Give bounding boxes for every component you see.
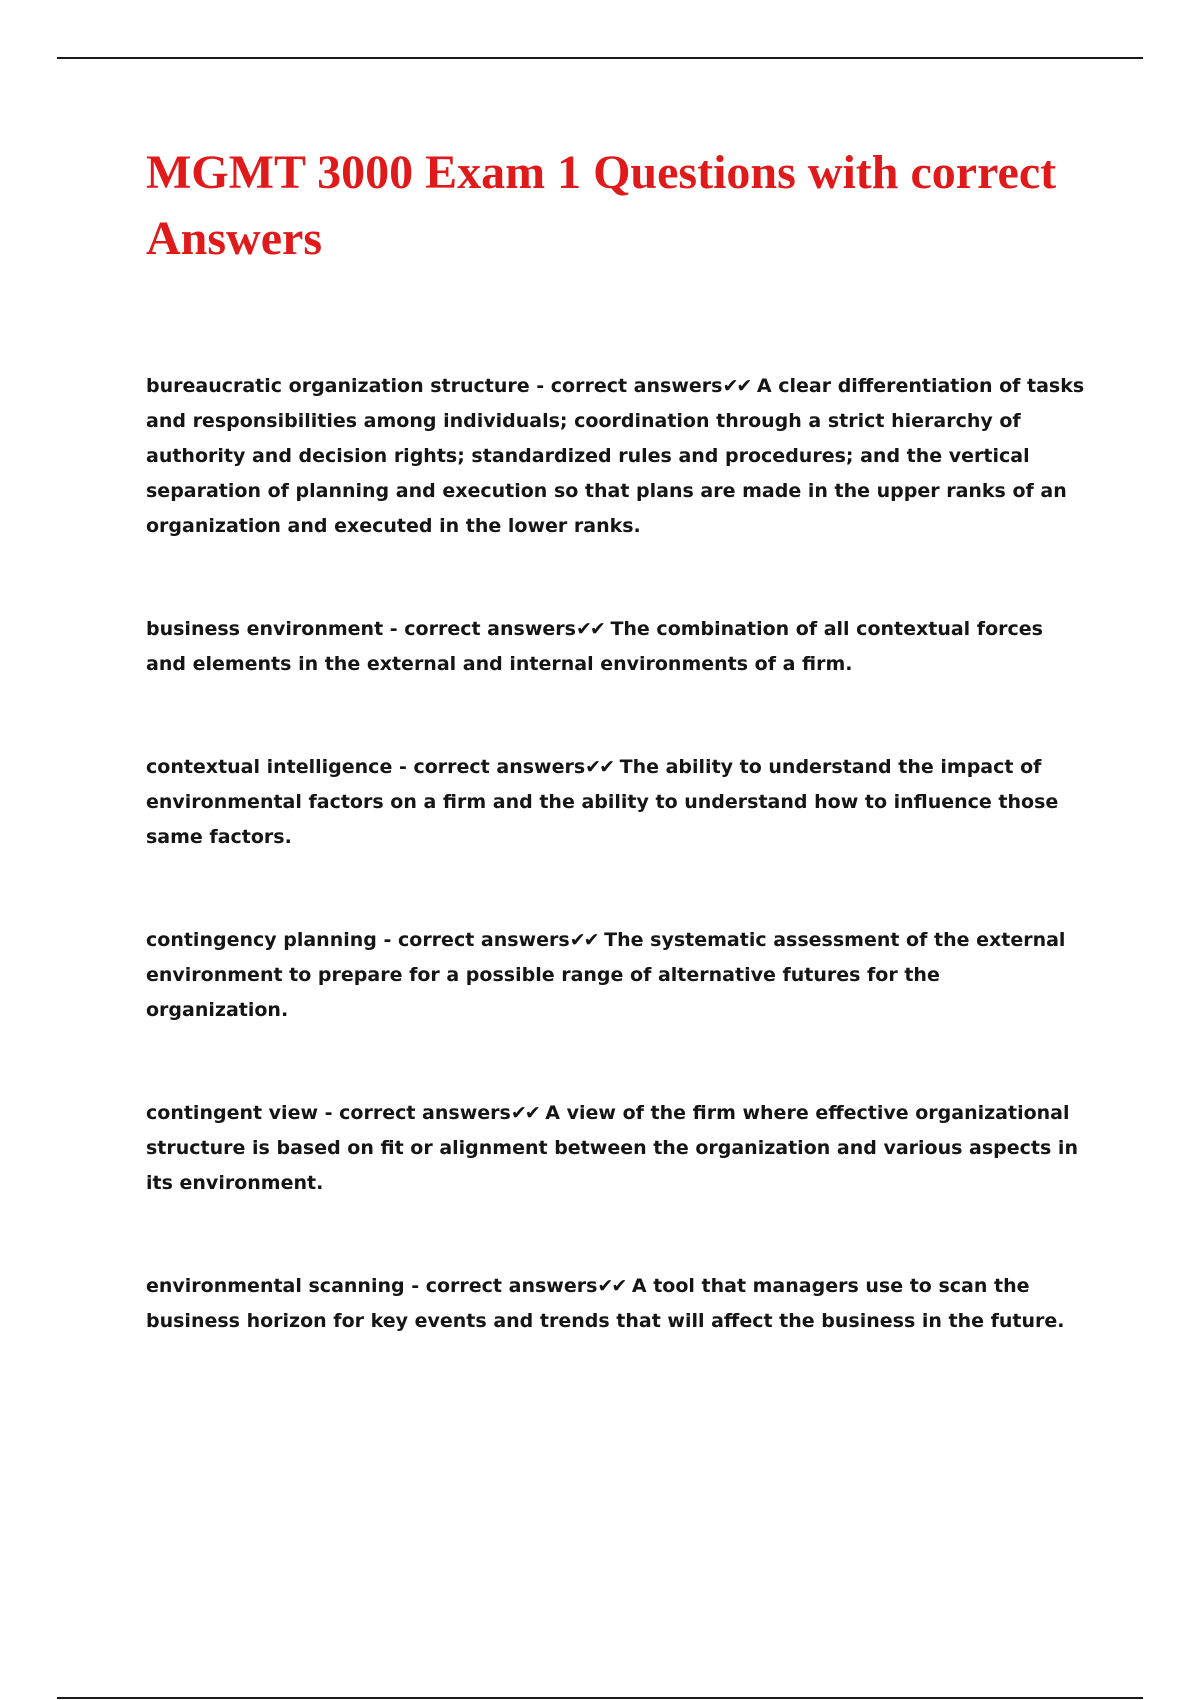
qa-item [146, 369, 1086, 544]
term: environmental scanning [146, 1275, 405, 1297]
answer-marker: correct answers [404, 618, 576, 640]
qa-list [146, 369, 1086, 1339]
definition: A view of the firm where effective organizational structure is based on fit or alignment between the organization and various aspects in its environment. [146, 1102, 1078, 1194]
check-marks-icon: ✔✔ [585, 756, 613, 778]
separator: - [318, 1102, 340, 1124]
definition: The ability to understand the impact of environmental factors on a firm and the ability to understand how to influence those same factors. [146, 756, 1059, 848]
answer-marker: correct answers [398, 929, 570, 951]
term: contingent view [146, 1102, 319, 1124]
definition: A clear differentiation of tasks and responsibilities among individuals; coordination through a strict hierarchy of authority and decision rights; standardized rules and procedures; and the vertical separation of planning and execution so that plans are made in the upper ranks of an organization and executed in the lower ranks. [146, 375, 1085, 537]
qa-item [146, 612, 1086, 682]
separator: - [376, 929, 398, 951]
separator: - [529, 375, 551, 397]
separator: - [392, 756, 414, 778]
separator: - [404, 1275, 426, 1297]
definition: The systematic assessment of the external environment to prepare for a possible range of alternative futures for the organization. [146, 929, 1066, 1021]
qa-item [146, 1096, 1086, 1201]
definition: The combination of all contextual forces and elements in the external and internal environments of a firm. [146, 618, 1043, 675]
answer-marker: correct answers [339, 1102, 511, 1124]
check-marks-icon: ✔✔ [597, 1275, 626, 1297]
answer-marker: correct answers [550, 375, 723, 397]
qa-item [146, 1269, 1086, 1339]
check-marks-icon: ✔✔ [722, 375, 751, 397]
term: contingency planning [146, 929, 377, 951]
definition: A tool that managers use to scan the business horizon for key events and trends that will affect the business in the future. [146, 1275, 1065, 1332]
bottom-divider [57, 1697, 1143, 1699]
document-title: MGMT 3000 Exam 1 Questions with correct Answers [146, 146, 1057, 265]
qa-item [146, 750, 1086, 855]
term: contextual intelligence [146, 756, 393, 778]
check-marks-icon: ✔✔ [575, 618, 604, 640]
top-divider [57, 57, 1143, 59]
answer-marker: correct answers [425, 1275, 598, 1297]
qa-item [146, 923, 1086, 1028]
check-marks-icon: ✔✔ [510, 1102, 539, 1124]
term: business environment [146, 618, 384, 640]
answer-marker: correct answers [413, 756, 586, 778]
check-marks-icon: ✔✔ [569, 929, 598, 951]
term: bureaucratic organization structure [146, 375, 530, 397]
separator: - [383, 618, 405, 640]
